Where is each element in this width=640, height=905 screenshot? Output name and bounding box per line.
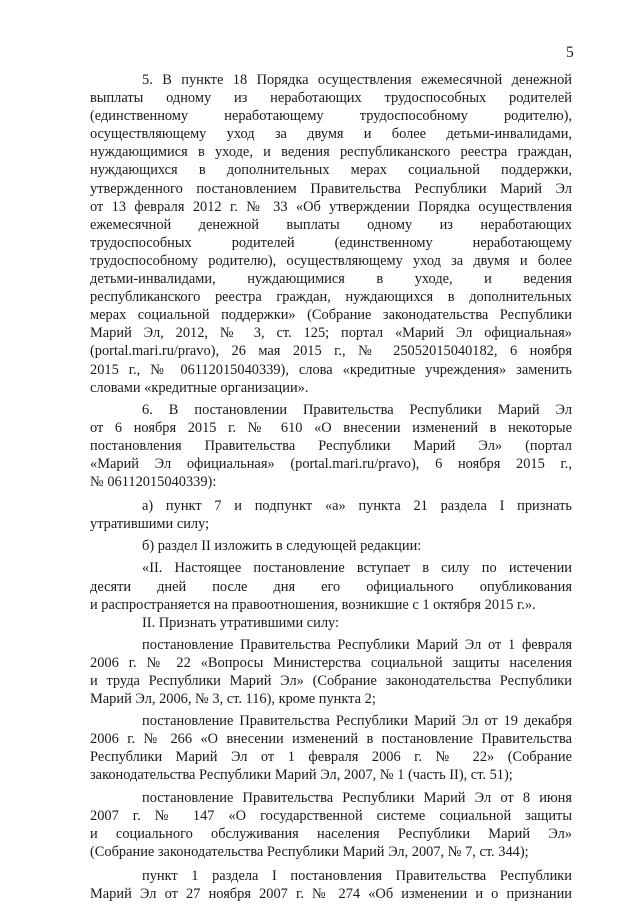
text-line: Марий Эл, 2012, № 3, ст. 125; портал «Марий Эл официальная»: [90, 325, 572, 342]
text-line: от 13 февраля 2012 г. № 33 «Об утверждении Порядка осуществления: [90, 198, 572, 215]
page-number: 5: [566, 44, 574, 61]
paragraph-pII_3: [90, 789, 572, 861]
text-line: постановление Правительства Республики Марий Эл от 8 июня: [142, 789, 572, 806]
text-line: постановления Правительства Республики Марий Эл» (портал: [90, 437, 572, 454]
paragraph-pII: [90, 614, 572, 632]
text-line: (Собрание законодательства Республики Марий Эл, 2007, № 7, ст. 344);: [90, 843, 529, 860]
text-line: пункт 1 раздела I постановления Правительства Республики: [142, 867, 572, 884]
text-line: от 6 ноября 2015 г. № 610 «О внесении изменений в некоторые: [90, 419, 572, 436]
text-line: нуждающихся в дополнительных мерах социальной поддержки,: [90, 162, 572, 179]
text-line: выплаты одному из неработающих трудоспособных родителей: [90, 90, 572, 107]
text-line: утратившими силу;: [90, 516, 210, 533]
text-line: 2015 г., № 06112015040339), слова «кредитные учреждения» заменить: [90, 361, 572, 378]
text-line: законодательства Республики Марий Эл, 2007, № 1 (часть II), ст. 51);: [90, 767, 513, 784]
text-line: республиканского реестра граждан, нуждающихся в дополнительных: [90, 289, 572, 306]
paragraph-p6b_quote: [90, 559, 572, 613]
paragraph-p6b: [90, 537, 572, 555]
paragraph-p6a: [90, 497, 572, 533]
text-line: постановление Правительства Республики Марий Эл от 1 февраля: [142, 636, 572, 653]
text-line: трудоспособному родителю), осуществляющему уход за двумя и более: [90, 252, 572, 269]
text-line: словами «кредитные организации».: [90, 379, 309, 396]
document-body: [90, 71, 572, 903]
text-line: осуществляющему уход за двумя и более детьми-инвалидами,: [90, 126, 572, 143]
paragraph-pII_4: [90, 867, 572, 903]
text-line: II. Признать утратившими силу:: [142, 614, 340, 631]
text-line: и социального обслуживания населения Республики Марий Эл»: [90, 825, 572, 842]
text-line: и распространяется на правоотношения, возникшие с 1 октября 2015 г.».: [90, 596, 536, 613]
text-line: мерах социальной поддержки» (Собрание законодательства Республики: [90, 307, 572, 324]
text-line: трудоспособных родителей (единственному неработающему: [90, 234, 572, 251]
text-line: б) раздел II изложить в следующей редакции:: [142, 538, 422, 555]
text-line: 5. В пункте 18 Порядка осуществления ежемесячной денежной: [142, 72, 572, 88]
paragraph-pII_1: [90, 636, 572, 708]
text-line: Марий Эл, 2006, № 3, ст. 116), кроме пункта 2;: [90, 691, 376, 708]
text-line: (единственному неработающему трудоспособному родителю),: [90, 108, 572, 125]
text-line: а) пункт 7 и подпункт «а» пункта 21 раздела I признать: [142, 498, 572, 515]
text-line: и труда Республики Марий Эл» (Собрание законодательства Республики: [90, 673, 572, 689]
text-line: десяти дней после дня его официального опубликования: [90, 578, 572, 595]
text-line: 2006 г. № 266 «О внесении изменений в постановление Правительства: [90, 731, 572, 748]
paragraph-p6: [90, 401, 572, 491]
text-line: постановление Правительства Республики Марий Эл от 19 декабря: [142, 713, 572, 730]
text-line: детьми-инвалидами, нуждающимися в уходе, и ведения: [90, 271, 572, 288]
text-line: нуждающимися в уходе, и ведения республиканского реестра граждан,: [90, 144, 572, 161]
text-line: «II. Настоящее постановление вступает в силу по истечении: [142, 560, 572, 577]
paragraph-pII_2: [90, 712, 572, 784]
paragraph-p5: [90, 71, 572, 397]
text-line: Марий Эл от 27 ноября 2007 г. № 274 «Об изменении и о признании: [90, 886, 572, 903]
text-line: № 06112015040339):: [90, 474, 217, 491]
text-line: 2006 г. № 22 «Вопросы Министерства социальной защиты населения: [90, 654, 572, 671]
text-line: 2007 г. № 147 «О государственной системе социальной защиты: [90, 807, 572, 824]
text-line: 6. В постановлении Правительства Республики Марий Эл: [142, 401, 572, 418]
text-line: утвержденного постановлением Правительства Республики Марий Эл: [90, 180, 572, 197]
text-line: ежемесячной денежной выплаты одному из неработающих: [90, 216, 572, 233]
text-line: Республики Марий Эл от 1 февраля 2006 г. № 22» (Собрание: [90, 749, 572, 766]
text-line: «Марий Эл официальная» (portal.mari.ru/pravo), 6 ноября 2015 г.,: [90, 455, 572, 472]
text-line: (portal.mari.ru/pravo), 26 мая 2015 г., № 25052015040182, 6 ноября: [90, 343, 572, 360]
